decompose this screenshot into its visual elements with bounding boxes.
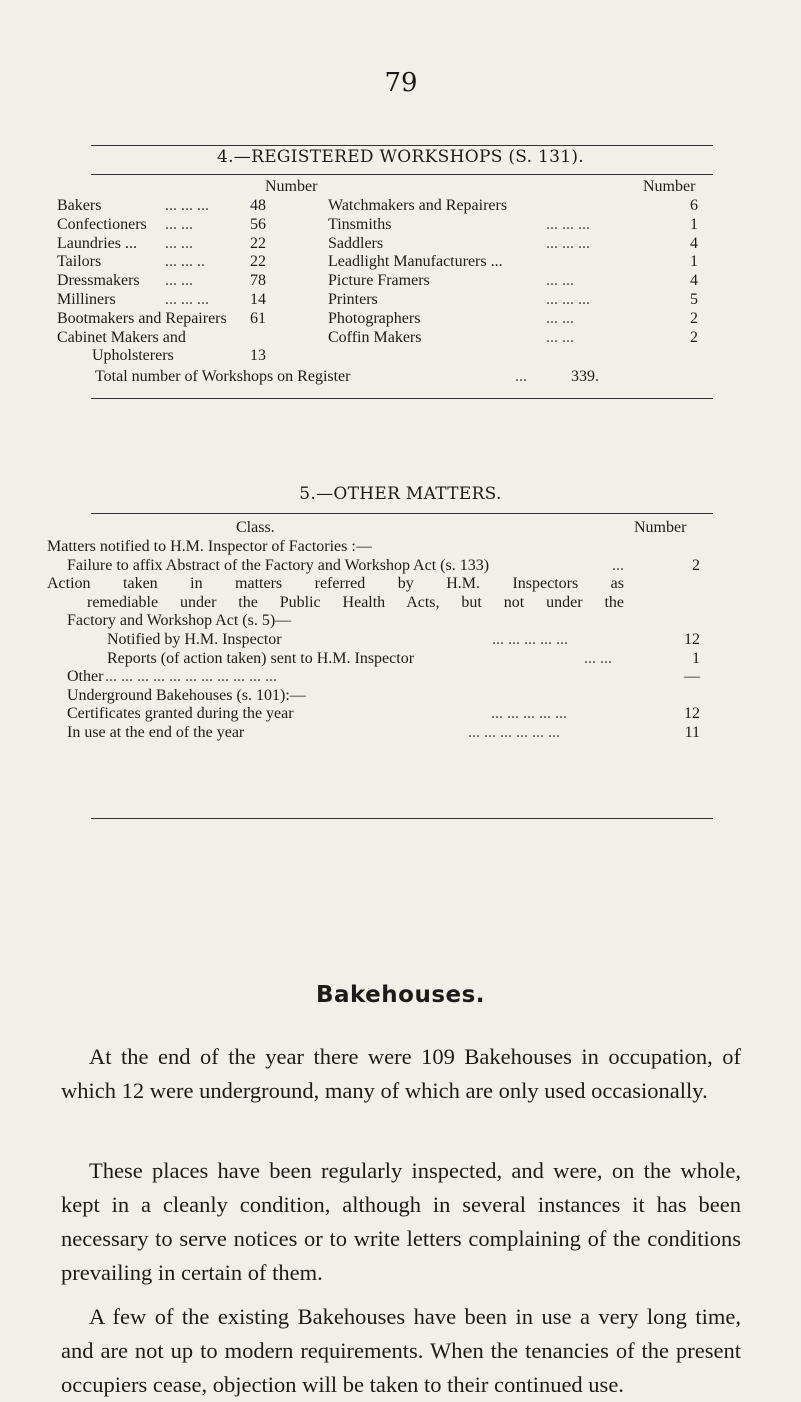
workshop-right-dots: ... ... ... [546, 234, 590, 252]
workshop-right-value: 1 [690, 253, 698, 271]
workshop-left-value: 22 [250, 253, 266, 271]
workshop-right-dots: ... ... [546, 309, 574, 327]
workshop-right-label: Photographers [328, 309, 421, 327]
workshop-left-label: Cabinet Makers and [57, 328, 186, 346]
workshop-left-dots: ... ... [165, 272, 193, 290]
other-matters-item: Action taken in matters referred by H.M. Inspectors as [47, 575, 624, 593]
bakehouses-paragraph-2: These places have been regularly inspected, and were, on the whole, kept in a cleanly condition, although in several instances it has been necessary to serve notices or to write letters complaining of the conditions prevailing in certain of them. [61, 1158, 741, 1285]
workshop-left-dots: ... ... [165, 234, 193, 252]
other-matters-item: Factory and Workshop Act (s. 5)— [67, 612, 292, 630]
workshop-left-dots: ... ... ... [165, 291, 209, 308]
workshop-left-label: Upholsterers [92, 347, 174, 365]
workshop-left-dots: ... ... [165, 215, 193, 233]
workshop-right-dots: ... ... ... [546, 215, 590, 233]
workshop-right-value: 2 [690, 309, 698, 327]
section-4-title: 4.—REGISTERED WORKSHOPS (S. 131). [216, 147, 585, 167]
workshop-left-label: Bakers [57, 197, 102, 214]
other-matters-item: remediable under the Public Health Acts, but not under the [87, 593, 624, 611]
other-matters-value: 12 [684, 705, 700, 723]
other-matters-item: Failure to affix Abstract of the Factory and Workshop Act (s. 133) [67, 556, 490, 574]
workshop-right-label: Watchmakers and Repairers [328, 197, 508, 214]
other-matters-item: Matters notified to H.M. Inspector of Factories :— [47, 538, 372, 555]
workshop-right-dots: ... ... [546, 328, 574, 346]
workshop-right-value: 1 [690, 215, 698, 233]
other-matters-item: Other [67, 668, 104, 686]
class-header: Class. [236, 519, 275, 536]
workshop-right-label: Leadlight Manufacturers ... [328, 253, 503, 271]
workshop-right-dots: ... ... ... [546, 291, 590, 308]
workshop-left-dots: ... ... ... [165, 197, 209, 214]
total-workshops-dots: ... [515, 368, 527, 385]
other-matters-item: Certificates granted during the year [67, 705, 294, 723]
workshop-right-value: 6 [690, 197, 698, 214]
section-4-bottom-rule [91, 398, 713, 399]
other-matters-value: 2 [692, 556, 700, 574]
number-header-left: Number [265, 178, 318, 195]
workshop-left-label: Confectioners [57, 215, 147, 233]
other-matters-dots: ... ... [584, 649, 612, 667]
section-4-title-rule [91, 174, 713, 175]
other-matters-value: 1 [692, 649, 700, 667]
bakehouses-paragraph-3: A few of the existing Bakehouses have been in use a very long time, and are not up to modern requirements. When the tenancies of the present occupiers cease, objection will be taken to their continued use. [61, 1304, 741, 1397]
bakehouses-paragraph-1: At the end of the year there were 109 Bakehouses in occupation, of which 12 were underground, many of which are only used occasionally. [61, 1044, 741, 1103]
workshop-left-value: 78 [250, 272, 266, 290]
workshop-right-label: Coffin Makers [328, 328, 422, 346]
workshop-left-label: Dressmakers [57, 272, 140, 290]
workshop-right-label: Picture Framers [328, 272, 430, 290]
other-matters-dots: ... ... ... ... ... [492, 631, 568, 648]
number-header-right: Number [643, 178, 696, 195]
workshop-right-value: 4 [690, 234, 698, 252]
other-matters-item: Reports (of action taken) sent to H.M. Inspector [107, 649, 415, 667]
section-5-title: 5.—OTHER MATTERS. [299, 484, 502, 504]
other-matters-item: Underground Bakehouses (s. 101):— [67, 686, 306, 704]
workshop-left-value: 48 [250, 197, 266, 214]
other-matters-value: 12 [684, 631, 700, 648]
workshop-right-value: 2 [690, 328, 698, 346]
workshop-right-value: 5 [690, 291, 698, 308]
workshop-left-label: Milliners [57, 291, 116, 308]
other-matters-value: 11 [684, 724, 700, 741]
other-matters-item: In use at the end of the year [67, 724, 245, 741]
workshop-right-dots: ... ... [546, 272, 574, 290]
workshop-left-value: 13 [250, 347, 266, 365]
workshop-left-dots: ... ... .. [165, 253, 205, 271]
section-5-bottom-rule [91, 818, 713, 819]
workshop-right-label: Printers [328, 291, 378, 308]
workshop-left-label: Tailors [57, 253, 102, 271]
bakehouses-heading: Bakehouses. [315, 982, 486, 1008]
section-5-title-rule [91, 513, 713, 514]
workshop-left-label: Bootmakers and Repairers [57, 309, 227, 327]
workshop-left-label: Laundries ... [57, 234, 137, 252]
other-matters-value: — [684, 668, 700, 686]
total-workshops-value: 339. [571, 368, 599, 385]
workshop-right-label: Tinsmiths [328, 215, 392, 233]
workshop-right-value: 4 [690, 272, 698, 290]
workshop-left-value: 14 [250, 291, 266, 308]
other-matters-dots: ... ... ... ... ... ... ... ... ... ... ... [105, 668, 277, 686]
other-matters-dots: ... [612, 556, 624, 574]
workshop-left-value: 61 [250, 309, 266, 327]
other-matters-item: Notified by H.M. Inspector [107, 631, 282, 648]
page-number: 79 [384, 68, 418, 98]
total-workshops-label: Total number of Workshops on Register [95, 368, 351, 385]
workshop-left-value: 56 [250, 215, 266, 233]
other-matters-dots: ... ... ... ... ... [491, 705, 567, 723]
workshop-right-label: Saddlers [328, 234, 384, 252]
top-rule [91, 145, 713, 146]
workshop-left-value: 22 [250, 234, 266, 252]
number-header: Number [634, 519, 687, 536]
other-matters-dots: ... ... ... ... ... ... [468, 724, 560, 741]
